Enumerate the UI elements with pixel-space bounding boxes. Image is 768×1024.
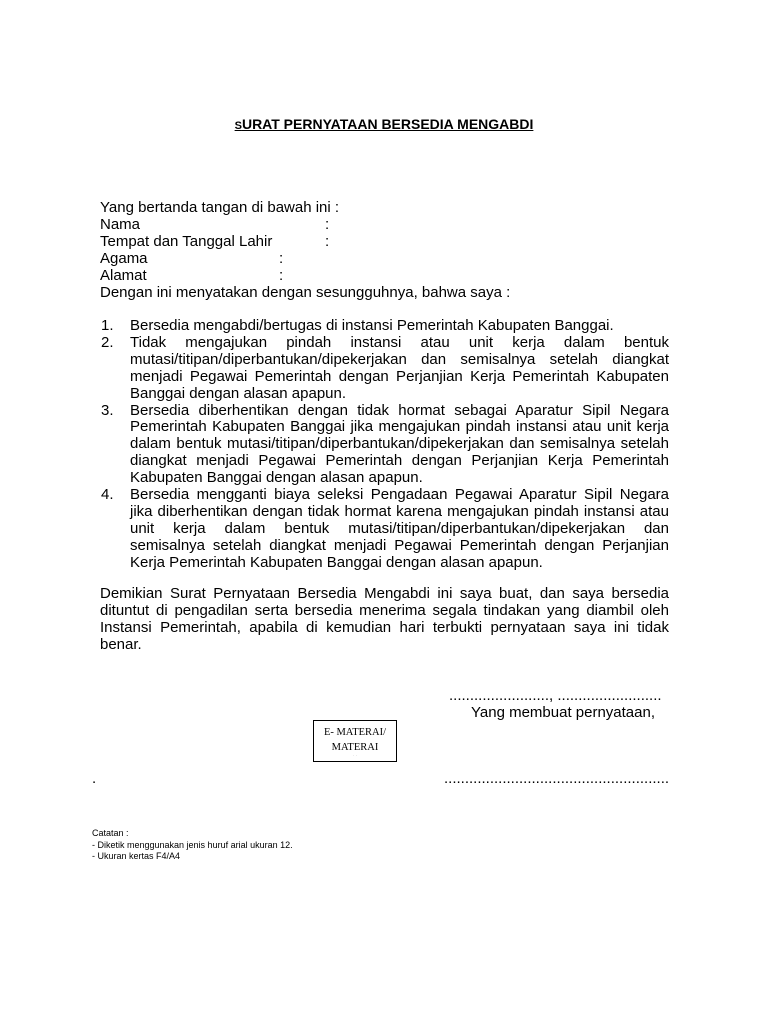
list-item [100,487,669,572]
field-label-nama: Nama [100,216,141,233]
list-item-text: Bersedia mengabdi/bertugas di instansi Pemerintah Kabupaten Banggai. [130,317,614,334]
statement-list [100,318,669,572]
list-item-number: 1. [101,317,114,334]
list-item-text: Tidak mengajukan pindah instansi atau unit kerja dalam bentuk mutasi/titipan/diperbantukan/dipekerjakan dan semisalnya setelah diangkat menjadi Pegawai Pemerintah dengan Perjanjian Kerja Pemerintah Kabupaten Banggai dengan alasan apapun. [130,333,669,402]
list-item-number: 2. [101,333,114,351]
field-colon-ttl: : [325,233,330,250]
list-item [100,318,669,335]
field-colon-alamat: : [279,267,284,284]
field-label-ttl: Tempat dan Tanggal Lahir [100,233,273,250]
title-first-letter: S [234,120,242,132]
notes-section [92,828,293,863]
signer-label: Yang membuat pernyataan, [471,704,656,721]
field-colon-nama: : [325,216,330,233]
closing-paragraph: Demikian Surat Pernyataan Bersedia Mengabdi ini saya buat, dan saya bersedia dituntut di pengadilan serta bersedia menerima segala tindakan yang diambil oleh Instansi Pemerintah, apabila di kemudian hari terbukti pernyataan saya ini tidak benar. [100,585,669,653]
document-title [0,116,768,132]
note-item: - Diketik menggunakan jenis huruf arial ukuran 12. [92,839,293,850]
notes-title: Catatan : [92,828,129,838]
list-item-number: 4. [101,486,114,504]
list-item [100,335,669,403]
field-label-agama: Agama [100,250,148,267]
list-item [100,403,669,488]
materai-line-1: E- MATERAI/ [323,727,387,738]
note-item: - Ukuran kertas F4/A4 [92,851,181,861]
place-date-line: ........................, ......................... [449,687,662,704]
list-item-number: 3. [101,401,114,419]
declaration-text: Dengan ini menyatakan dengan sesungguhnya, bahwa saya : [100,284,511,301]
intro-text: Yang bertanda tangan di bawah ini : [100,199,340,216]
left-dot: . [92,770,97,787]
materai-line-2: MATERAI [331,742,379,753]
materai-box [313,720,397,762]
field-colon-agama: : [279,250,284,267]
materai-faint-mark: · · [352,754,358,759]
signature-line: ...................................................... [444,770,670,787]
list-item-text: Bersedia mengganti biaya seleksi Pengadaan Pegawai Aparatur Sipil Negara jika diberhentikan dengan tidak hormat karena mengajukan pindah instansi atau unit kerja dalam bentuk mutasi/titipan/diperbantukan/dipekerjakan dan semisalnya setelah diangkat menjadi Pegawai Pemerintah dengan Perjanjian Kerja Pemerintah Kabupaten Banggai dengan alasan apapun. [130,486,669,571]
field-label-alamat: Alamat [100,267,147,284]
list-item-text: Bersedia diberhentikan dengan tidak hormat sebagai Aparatur Sipil Negara Pemerintah Kabupaten Banggai jika mengajukan pindah instansi atau unit kerja dalam bentuk mutasi/titipan/diperbantukan/dipekerjakan dan semisalnya setelah diangkat menjadi Pegawai Pemerintah dengan Perjanjian Kerja Pemerintah Kabupaten Banggai dengan alasan apapun. [130,401,669,487]
title-rest: URAT PERNYATAAN BERSEDIA MENGABDI [241,116,534,132]
